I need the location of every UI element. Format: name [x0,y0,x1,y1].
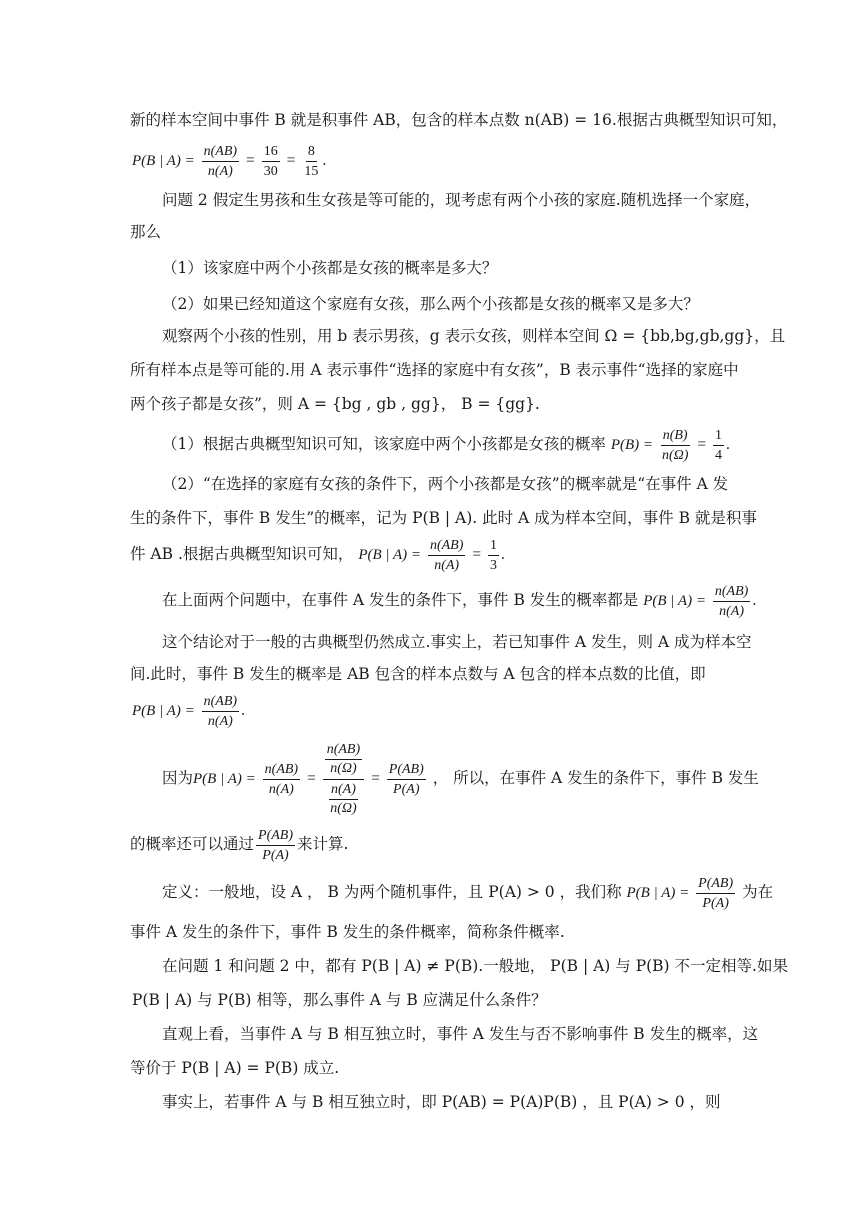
formula-line-17: P(B | A) = $\frac{n(AB)}{n(A)}$ . [132,693,245,729]
formula-line-18: 因为P(B | A) = $\frac{n(AB)}{n(A)}$ = n(AB) n(Ω) n(A) n(Ω) = $\frac{P(AB)}{P(A)}$ ， 所以，在事件 A 发生的条件下，事件 B 发生 [162,741,759,816]
text-line-9: 两个孩子都是女孩”，则 A = {bg , gb , gg}， B = {gg}. [130,395,540,413]
formula-lhs: P(B | A) = [132,153,195,169]
fraction: $\frac{P(AB)}{P(A)}$ [388,761,424,797]
compound-fraction: n(AB) n(Ω) n(A) n(Ω) [323,741,364,818]
text-line-15: 这个结论对于一般的古典概型仍然成立.事实上，若已知事件 A 发生，则 A 成为样本空 [162,633,752,651]
text-line-5: （1）该家庭中两个小孩都是女孩的概率是多大？ [162,259,498,277]
formula-lhs: P(B | A) = [132,703,195,719]
formula-line-2: P(B | A) = $\frac{n(AB)}{n(A)}$ = $\frac{16}{30}$ = $\frac{8}{15}$ . [132,143,327,179]
fraction: $\frac{n(AB)}{n(A)}$ [429,537,464,573]
text-line-23: P(B | A) 与 P(B) 相等，那么事件 A 与 B 应满足什么条件？ [132,991,547,1009]
line-text: 因为 [162,769,194,787]
formula-line-20 [162,872,773,913]
fraction: $\frac{n(B)}{n(\Omega)}$ [661,427,689,463]
text-line-7: 观察两个小孩的性别，用 b 表示男孩，g 表示女孩，则样本空间 Ω = {bb,bg,gb,gg}，且 [162,327,786,345]
text-line-3: 问题 2 假定生男孩和生女孩是等可能的，现考虑有两个小孩的家庭.随机选择一个家庭， [162,191,761,209]
fraction: $\frac{n(AB)}{n(A)}$ [264,761,299,797]
line-text: ， 所以，在事件 A 发生的条件下，事件 B 发生 [432,769,759,787]
fraction: $\frac{1}{3}$ [490,537,498,573]
fraction: $\frac{n(AB)}{n(A)}$ [203,143,238,179]
text-line-22: 在问题 1 和问题 2 中，都有 P(B | A) ≠ P(B).一般地， P(B | A) 与 P(B) 不一定相等.如果 [162,957,788,975]
text-line-16: 间.此时，事件 B 发生的概率是 AB 包含的样本点数与 A 包含的样本点数的比值，即 [130,665,706,683]
text-line-25: 等价于 P(B | A) = P(B) 成立. [130,1059,340,1077]
formula-lhs: P(B) = [610,437,653,453]
formula-lhs: P(B | A) = [193,771,256,787]
line-text: 件 AB .根据古典概型知识可知， [130,545,354,563]
text-line-11: （2）“在选择的家庭有女孩的条件下，两个小孩都是女孩”的概率就是“在事件 A 发 [162,475,729,493]
fraction: $\frac{8}{15}$ [304,143,319,179]
line-text: （1）根据古典概型知识可知，该家庭中两个小孩都是女孩的概率 [162,435,606,453]
fraction: $\frac{16}{30}$ [263,143,278,179]
text-line-6: （2）如果已经知道这个家庭有女孩，那么两个小孩都是女孩的概率又是多大？ [162,295,699,313]
formula-line-14: 在上面两个问题中，在事件 A 发生的条件下，事件 B 发生的概率都是 P(B | A) = $\frac{n(AB)}{n(A)}$ . [162,583,757,619]
text-line-8: 所有样本点是等可能的.用 A 表示事件“选择的家庭中有女孩”，B 表示事件“选择的家庭中 [130,361,739,379]
formula-lhs: P(B | A) = [626,885,690,901]
formula-line-19 [130,824,348,864]
line-text: 来计算. [297,835,349,853]
fraction: $\frac{P(AB)}{P(A)}$ [258,827,293,863]
text-line-1: 新的样本空间中事件 B 就是积事件 AB，包含的样本点数 n(AB) = 16.根据古典概型知识可知， [130,111,788,129]
fraction: $\frac{1}{4}$ [715,427,723,463]
text-line-26: 事实上，若事件 A 与 B 相互独立时，即 P(AB) = P(A)P(B) ，且 P(A) > 0 ，则 [162,1093,721,1111]
fraction: $\frac{n(AB)}{n(A)}$ [714,583,749,619]
line-text: 在上面两个问题中，在事件 A 发生的条件下，事件 B 发生的概率都是 [162,591,639,609]
formula-lhs: P(B | A) = [358,547,422,563]
fraction: $\frac{P(AB)}{P(A)}$ [698,875,734,911]
line-text: 的概率还可以通过 [130,835,255,853]
line-text: 为在 [742,883,774,901]
line-text: 定义：一般地，设 A ， B 为两个随机事件，且 P(A) > 0 ，我们称 [162,883,622,901]
fraction: $\frac{n(AB)}{n(A)}$ [203,693,238,729]
text-line-24: 直观上看，当事件 A 与 B 相互独立时，事件 A 发生与否不影响事件 B 发生的概率，这 [162,1025,759,1043]
text-line-21: 事件 A 发生的条件下，事件 B 发生的条件概率，简称条件概率. [130,923,565,941]
text-line-12: 生的条件下，事件 B 发生”的概率，记为 P(B | A). 此时 A 成为样本空间，事件 B 就是积事 [130,509,757,527]
formula-lhs: P(B | A) = [643,593,706,609]
text-line-4: 那么 [130,223,162,241]
formula-line-13: 件 AB .根据古典概型知识可知， P(B | A) = $\frac{n(AB)}{n(A)}$ = $\frac{1}{3}$ . [130,537,505,573]
formula-line-10: （1）根据古典概型知识可知，该家庭中两个小孩都是女孩的概率 P(B) = $\frac{n(B)}{n(\Omega)}$ = $\frac{1}{4}$ . [162,427,730,463]
